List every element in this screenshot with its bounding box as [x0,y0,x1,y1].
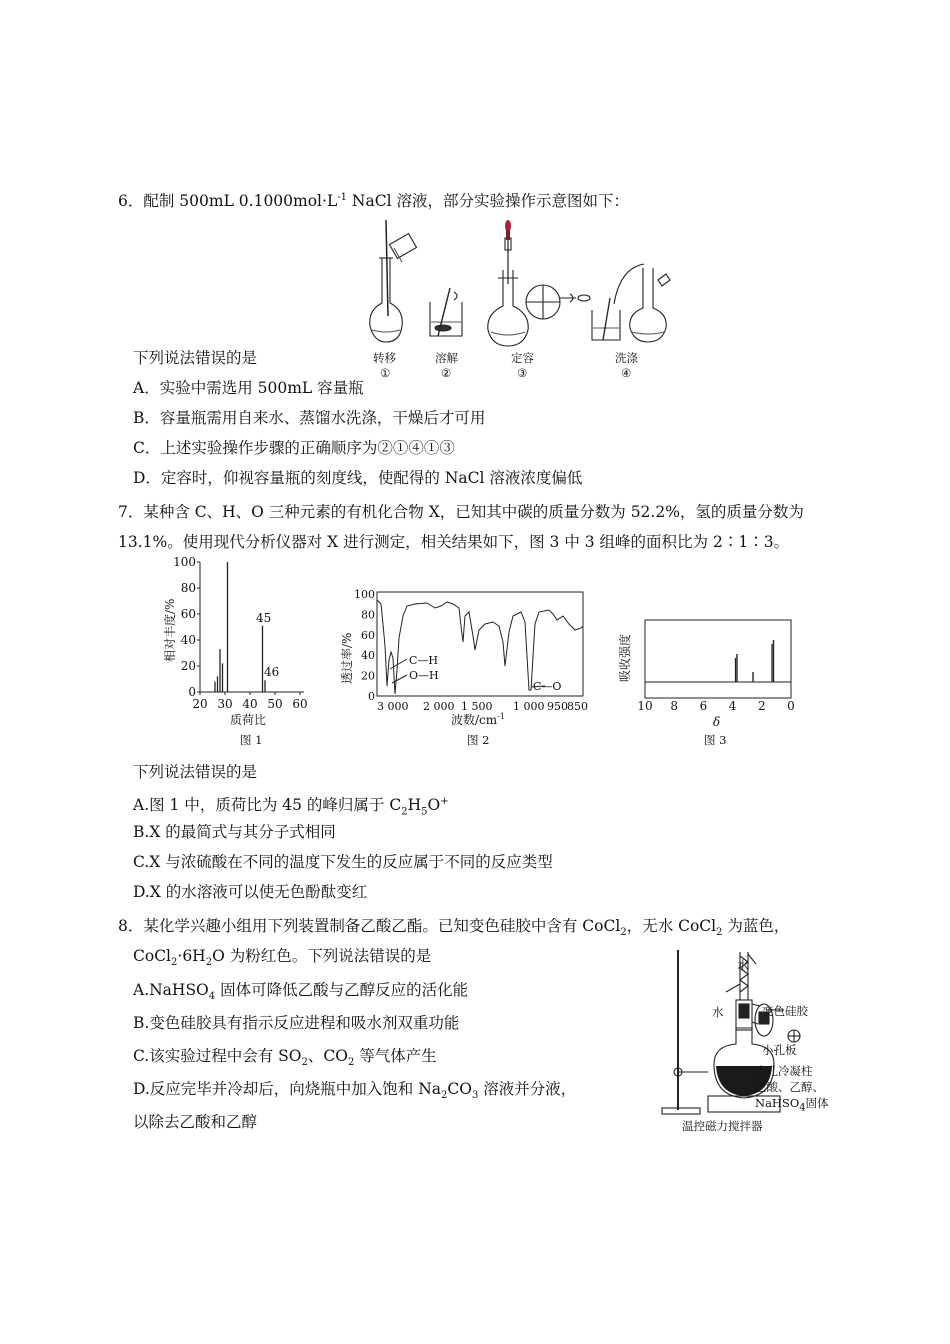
fig2-xlabel: 波数$/cm^{-1}$ [451,712,505,727]
q8-option-a: A.NaHSO$_4$ 固体可降低乙酸与乙醇反应的活化能 [133,981,469,1003]
q8-label-column: 小孔冷凝柱 [755,1064,813,1078]
fig1-ytick-label: 60 [180,607,196,621]
q6-subquestion: 下列说法错误的是 [133,349,258,367]
q8-stem-line2: $CoCl_2\cdot 6H_2O$ 为粉红色。下列说法错误的是 [133,947,432,969]
q8-label-mixture: 乙酸、乙醇、 [755,1080,824,1094]
fig1-xtick-label: 30 [217,697,233,711]
fig2-ytick-label: 40 [361,649,375,663]
fig1-peak-label-46: 46 [264,665,280,679]
fig3-xtick-label: 0 [787,699,795,713]
fig3-xtick-label: 6 [699,699,708,713]
fig3-plot-frame [645,620,791,698]
fig1-xtick-label: 60 [292,697,308,711]
fig3-peaks [735,640,773,682]
q6-option-b: B．容量瓶需用自来水、蒸馏水洗涤，干燥后才可用 [133,409,486,427]
q8-label-nahso4: NaHSO$_4$固体 [755,1096,829,1114]
q8-option-d: D.反应完毕并冷却后，向烧瓶中加入饱和 $Na_2CO_3$ 溶液并分液， [133,1080,577,1102]
q7-subquestion: 下列说法错误的是 [133,763,258,781]
q8-label-silica-gel: 变色硅胶 [762,1004,808,1018]
fig1-xtick-label: 40 [242,697,258,711]
q7-option-b: B.X 的最简式与其分子式相同 [133,823,336,841]
q6-apparatus-figure [358,218,678,368]
fig1-ytick-label: 40 [180,633,196,647]
fig2-xtick-950: 950 [547,700,568,713]
q6-step3-label: 定容 [511,351,534,365]
q6-option-d: D．定容时，仰视容量瓶的刻度线，使配得的 NaCl 溶液浓度偏低 [133,469,583,487]
fig1-y-ticks [173,555,200,699]
q8-label-plate: 小孔板 [762,1043,797,1057]
fig1-ytick-label: 100 [173,555,196,569]
fig1-plot-area [200,562,304,692]
q8-stem-line1: 8．某化学兴趣小组用下列装置制备乙酸乙酯。已知变色硅胶中含有 CoCl$_2$，无水 CoCl$_2$ 为蓝色， [118,917,790,939]
q6-option-a: A．实验中需选用 500mL 容量瓶 [133,379,364,397]
q6-step3-num: ③ [517,366,528,380]
q6-step1-num: ① [380,366,391,380]
fig1-ylabel: 相对丰度/% [163,598,177,662]
q8-label-water-in: 水 [712,1005,724,1019]
q8-option-b: B.变色硅胶具有指示反应进程和吸水剂双重功能 [133,1014,460,1032]
q7-option-c: C.X 与浓硫酸在不同的温度下发生的反应属于不同的反应类型 [133,853,553,871]
q6-step2-label: 溶解 [435,351,458,365]
fig2-xtick-2000: 2 000 [423,700,455,713]
q8-label-stirrer: 温控磁力搅拌器 [682,1119,763,1133]
fig3-xtick-label: 10 [637,699,653,713]
fig1-xtick-label: 20 [192,697,208,711]
fig2-ytick-label: 100 [354,588,375,601]
q6-option-c: C．上述实验操作步骤的正确顺序为②①④①③ [133,439,455,457]
q7-stem-line1: 7．某种含 C、H、O 三种元素的有机化合物 X，已知其中碳的质量分数为 52.2%，氢的质量分数为 [118,503,804,521]
fig1-ytick-label: 80 [180,581,196,595]
fig3-xtick-label: 4 [728,699,737,713]
fig2-y-ticks [354,588,375,703]
fig1-xtick-label: 50 [267,697,283,711]
fig3-caption: 图 3 [704,733,727,747]
fig3-ylabel: 吸收强度 [618,633,632,682]
fig1-peak-label-45: 45 [256,611,272,625]
fig1-ytick-label: 0 [188,685,196,699]
fig2-ytick-label: 80 [361,608,375,622]
fig1-x-ticks [192,692,307,711]
q6-step4-num: ④ [621,366,632,380]
fig2-caption: 图 2 [467,733,490,747]
fig1-xlabel: 质荷比 [230,713,267,727]
q6-stem: 6．配制 500mL $0.1000mol\cdot L^{-1}$ NaCl 溶液，部分实验操作示意图如下： [118,192,629,211]
fig3-xlabel: δ [713,715,721,729]
fig2-ytick-label: 20 [361,669,375,683]
fig2-bond-oh: O—H [409,669,439,682]
q6-step1-label: 转移 [373,351,396,365]
fig2-xtick-3000: 3 000 [377,700,409,713]
fig1-mass-spectrum [160,556,310,736]
fig2-xtick-850: 850 [567,700,588,713]
q8-option-d-cont: 以除去乙酸和乙醇 [133,1113,258,1131]
fig1-bars [215,562,265,692]
fig2-ytick-label: 0 [368,690,375,703]
q8-option-c: C.该实验过程中会有 $SO_2$、$CO_2$ 等气体产生 [133,1047,437,1069]
q7-option-a: A.图 1 中，质荷比为 45 的峰归属于 $C_2H_5O^+$ [133,796,449,818]
q6-step2-num: ② [441,366,452,380]
fig2-xtick-1500: 1 500 [461,700,493,713]
fig2-ylabel: 透过率/% [340,632,354,684]
q7-option-d: D.X 的水溶液可以使无色酚酞变红 [133,883,368,901]
q8-label-water-out: 水 [737,958,749,972]
fig2-bond-co: C—O [533,680,562,693]
fig3-xtick-label: 2 [757,699,766,713]
fig2-xtick-1000: 1 000 [513,700,545,713]
fig2-ir-spectrum [335,586,588,766]
fig2-ytick-label: 60 [361,628,375,642]
fig3-xtick-label: 8 [670,699,679,713]
fig2-bond-ch: C—H [409,654,439,667]
fig1-ytick-label: 20 [180,659,196,673]
fig1-caption: 图 1 [240,733,263,747]
fig3-x-ticks [637,699,794,713]
q7-stem-line2: 13.1%。使用现代分析仪器对 X 进行测定，相关结果如下，图 3 中 3 组峰的面积比为 2∶1∶3。 [118,533,790,551]
q6-step4-label: 洗涤 [615,351,638,365]
